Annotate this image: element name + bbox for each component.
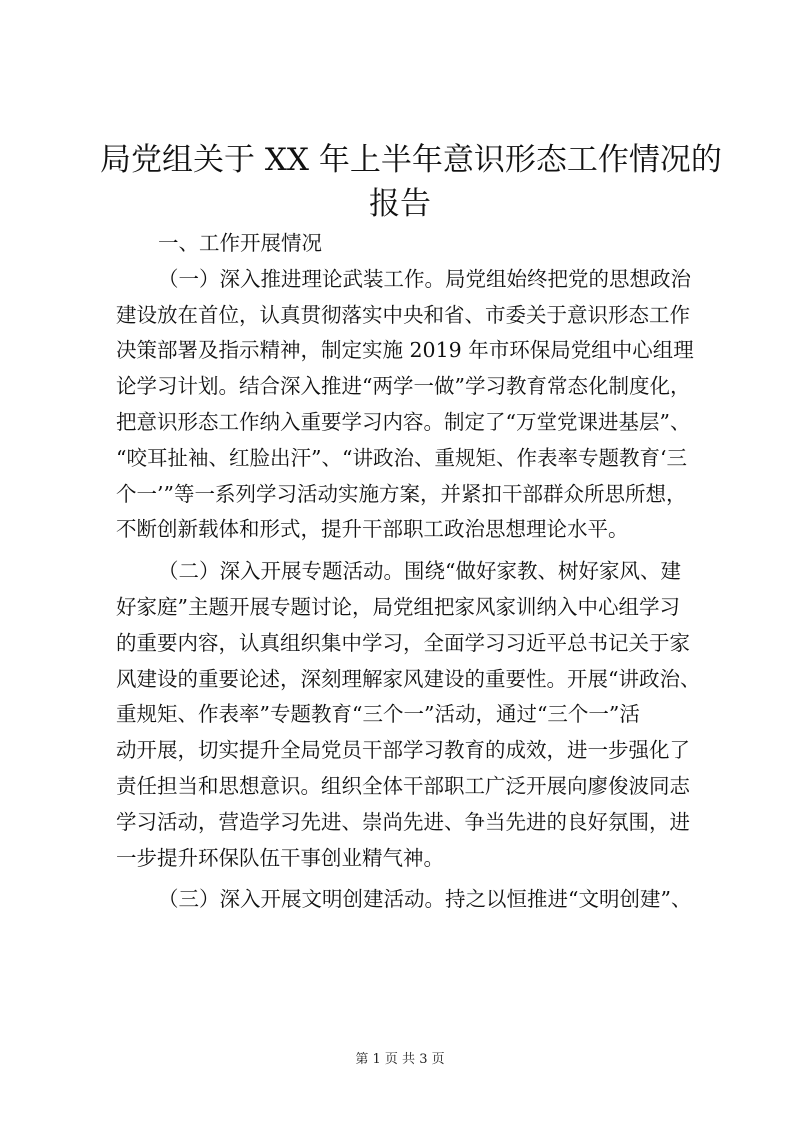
paragraph-line: 建设放在首位，认真贯彻落实中央和省、市委关于意识形态工作 xyxy=(116,302,690,327)
paragraph-line: 风建设的重要论述，深刻理解家风建设的重要性。开展“讲政治、 xyxy=(116,666,701,691)
paragraph-line: 学习活动，营造学习先进、崇尚先进、争当先进的良好氛围，进 xyxy=(116,809,690,834)
paragraph-line: “咬耳扯袖、红脸出汗”、“讲政治、重规矩、作表率专题教育‘三 xyxy=(116,445,687,470)
paragraph-line: 责任担当和思想意识。组织全体干部职工广泛开展向廖俊波同志 xyxy=(116,773,690,798)
title-line-1: 局党组关于 XX 年上半年意识形态工作情况的 xyxy=(100,142,722,178)
paragraph-line: 重规矩、作表率”专题教育“三个一”活动，通过“三个一”活 xyxy=(116,702,640,727)
paragraph-line: 把意识形态工作纳入重要学习内容。制定了“万堂党课进基层”、 xyxy=(116,409,691,434)
paragraph-line: 好家庭”主题开展专题讨论，局党组把家风家训纳入中心组学习 xyxy=(116,594,680,619)
paragraph-line: 一步提升环保队伍干事创业精气神。 xyxy=(116,845,444,870)
paragraph-2 xyxy=(116,554,701,876)
paragraph-line: 决策部署及指示精神，制定实施 2019 年市环保局党组中心组理 xyxy=(116,338,694,363)
paragraph-1 xyxy=(116,262,696,548)
paragraph-line: 个一’”等一系列学习活动实施方案，并紧扣干部群众所思所想， xyxy=(116,481,687,506)
paragraph-line: 动开展，切实提升全局党员干部学习教育的成效，进一步强化了 xyxy=(116,738,690,763)
page-footer: 第 1 页 共 3 页 xyxy=(355,1052,445,1067)
paragraph-3 xyxy=(116,882,696,918)
document-body xyxy=(116,226,701,918)
paragraph-line: 论学习计划。结合深入推进“两学一做”学习教育常态化制度化， xyxy=(116,374,691,399)
section-heading: 一、工作开展情况 xyxy=(158,231,322,255)
paragraph-line: （二）深入开展专题活动。围绕“做好家教、树好家风、建 xyxy=(158,559,681,584)
paragraph-line: 不断创新载体和形式，提升干部职工政治思想理论水平。 xyxy=(116,517,629,542)
document-title xyxy=(100,138,722,226)
paragraph-line: （一）深入推进理论武装工作。局党组始终把党的思想政治 xyxy=(158,266,691,291)
title-line-2: 报告 xyxy=(369,186,431,222)
paragraph-line: 的重要内容，认真组织集中学习，全面学习习近平总书记关于家 xyxy=(116,630,690,655)
paragraph-line: （三）深入开展文明创建活动。持之以恒推进“文明创建”、 xyxy=(158,887,692,912)
